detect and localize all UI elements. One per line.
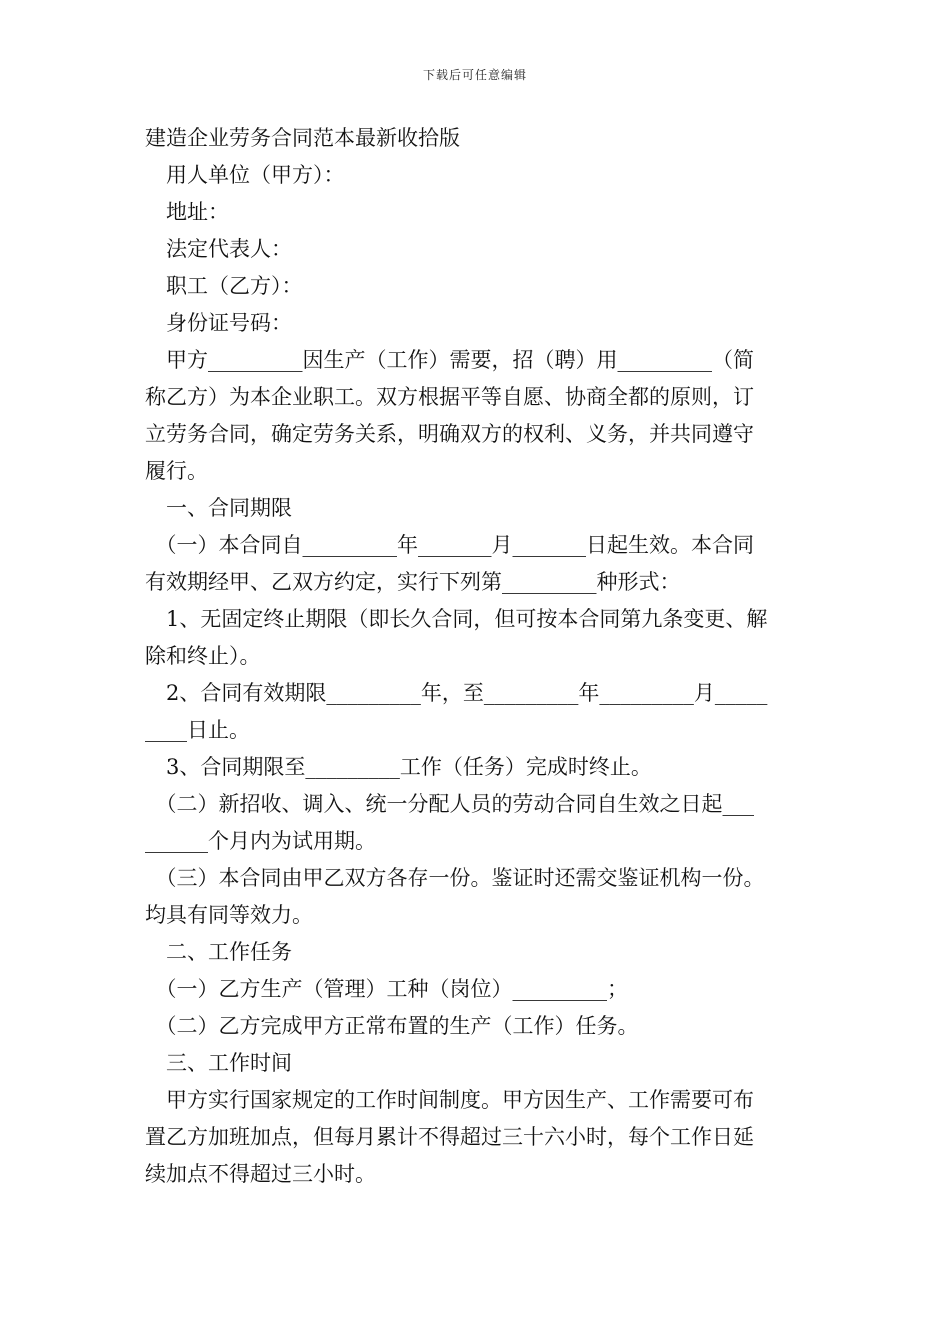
body-line: （二）新招收、调入、统一分配人员的劳动合同自生效之日起___ <box>145 792 754 816</box>
body-line: 2、合同有效期限_________年，至_________年_________月_____ <box>145 681 768 705</box>
body-line: 三、工作时间 <box>145 1051 292 1075</box>
body-line: 法定代表人： <box>145 237 292 261</box>
page-header: 下载后可任意编辑 <box>422 68 527 82</box>
body-line: 甲方实行国家规定的工作时间制度。甲方因生产、工作需要可布 <box>145 1088 754 1112</box>
body-line: 3、合同期限至_________工作（任务）完成时终止。 <box>145 755 652 779</box>
body-line: 立劳务合同，确定劳务关系，明确双方的权利、义务，并共同遵守 <box>145 422 754 446</box>
body-line: （三）本合同由甲乙双方各存一份。鉴证时还需交鉴证机构一份。 <box>145 866 765 890</box>
body-line: （一）本合同自_________年_______月_______日起生效。本合同 <box>145 533 754 557</box>
body-line: 有效期经甲、乙双方约定，实行下列第_________种形式： <box>145 570 681 594</box>
body-line: 地址： <box>145 200 229 224</box>
body-line: 续加点不得超过三小时。 <box>145 1162 376 1186</box>
body-line: 一、合同期限 <box>145 496 292 520</box>
body-line: ______个月内为试用期。 <box>145 829 376 853</box>
body-line: 职工（乙方）： <box>145 274 303 298</box>
body-line: 称乙方）为本企业职工。双方根据平等自愿、协商全都的原则，订 <box>145 385 754 409</box>
document-title: 建造企业劳务合同范本最新收拾版 <box>145 126 460 150</box>
body-line: 甲方_________因生产（工作）需要，招（聘）用_________（简 <box>145 348 754 372</box>
body-line: ____日止。 <box>145 718 250 742</box>
body-line: 均具有同等效力。 <box>145 903 313 927</box>
body-line: 履行。 <box>145 459 208 483</box>
body-line: 除和终止）。 <box>145 644 261 668</box>
body-line: 二、工作任务 <box>145 940 292 964</box>
body-line: 身份证号码： <box>145 311 292 335</box>
body-line: （二）乙方完成甲方正常布置的生产（工作）任务。 <box>145 1014 639 1038</box>
body-line: 置乙方加班加点，但每月累计不得超过三十六小时，每个工作日延 <box>145 1125 754 1149</box>
body-line: 1、无固定终止期限（即长久合同，但可按本合同第九条变更、解 <box>145 607 768 631</box>
body-line: （一）乙方生产（管理）工种（岗位）_________； <box>145 977 628 1001</box>
body-line: 用人单位（甲方）： <box>145 163 345 187</box>
